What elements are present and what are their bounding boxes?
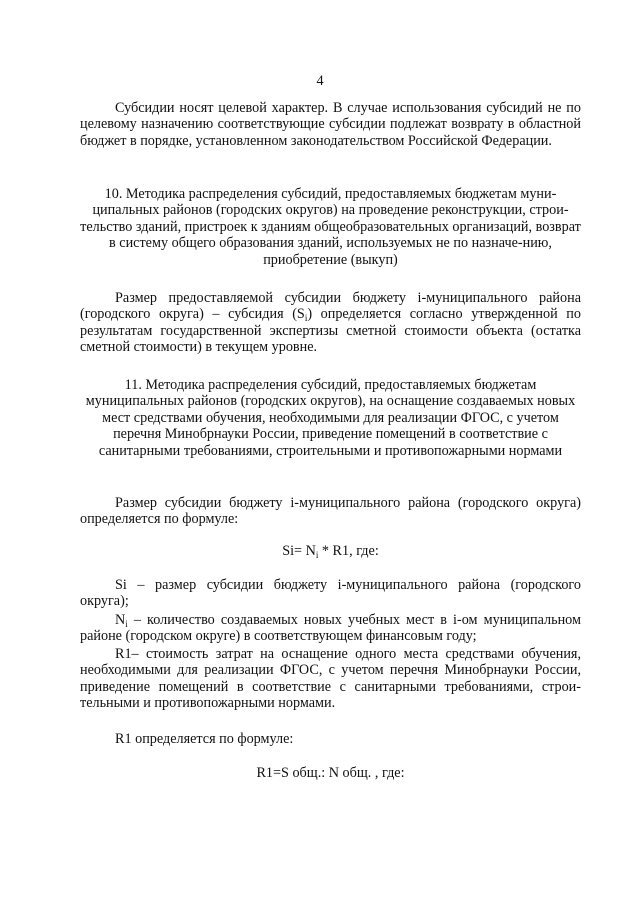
definition-ni-symbol: N	[115, 612, 126, 628]
definition-si: Si – размер субсидии бюджету i-муниципального района (городского округа);	[80, 577, 581, 610]
r1-intro: R1 определяется по формуле:	[115, 731, 294, 747]
definition-r1: R1– стоимость затрат на оснащение одного места средствами обучения, необходимыми для реализации ФГОС, с учетом перечня Минобрнауки России, приведение помещений в соответствие с санитарными требованиями, строи-тельными и противопожарными нормами.	[80, 646, 581, 712]
formula-r1: R1=S общ.: N общ. , где:	[256, 765, 405, 781]
definition-ni-subscript: i	[125, 619, 128, 629]
definition-ni	[80, 612, 581, 645]
paragraph-purpose: Субсидии носят целевой характер. В случае использования субсидий не по целевому назначению соответствующие субсидии подлежат возврату в областной бюджет в порядке, установленном законодательством Российской Федерации.	[80, 100, 581, 149]
section-heading-10: 10. Методика распределения субсидий, предоставляемых бюджетам муни-ципальных районов (городских округов) на проведение реконструкции, строи-тельство зданий, пристроек к зданиям общеобразовательных организаций, возврат в систему общего образования зданий, используемых не по назначе-нию, приобретение (выкуп)	[80, 186, 581, 268]
section-heading-11: 11. Методика распределения субсидий, предоставляемых бюджетам муниципальных районов (городских округов), на оснащение создаваемых новых мест средствами обучения, необходимыми для реализации ФГОС, с учетом перечня Минобрнауки России, приведение помещений в соответствие с санитарными требованиями, строительными и противопожарными нормами	[85, 377, 576, 459]
definition-ni-text: – количество создаваемых новых учебных мест в i-ом муниципальном районе (городском округе) в соответствующем финансовым году;	[80, 612, 581, 645]
page-number: 4	[316, 73, 324, 89]
formula-si-left: Si= N	[282, 543, 316, 559]
formula-si-subscript: i	[315, 550, 319, 560]
formula-si-right: * R1, где:	[318, 543, 379, 559]
paragraph-formula-intro: Размер субсидии бюджету i-муниципального района (городского округа) определяется по формуле:	[80, 495, 581, 528]
paragraph-subsidy-amount: Размер предоставляемой субсидии бюджету i-муниципального района (городского округа) – субсидия $(S_i)$ определяется согласно утвержденной по результатам государственной экспертизы сметной стоимости объекта (остатка сметной стоимости) в текущем уровне.	[80, 290, 581, 356]
formula-si	[80, 543, 581, 559]
